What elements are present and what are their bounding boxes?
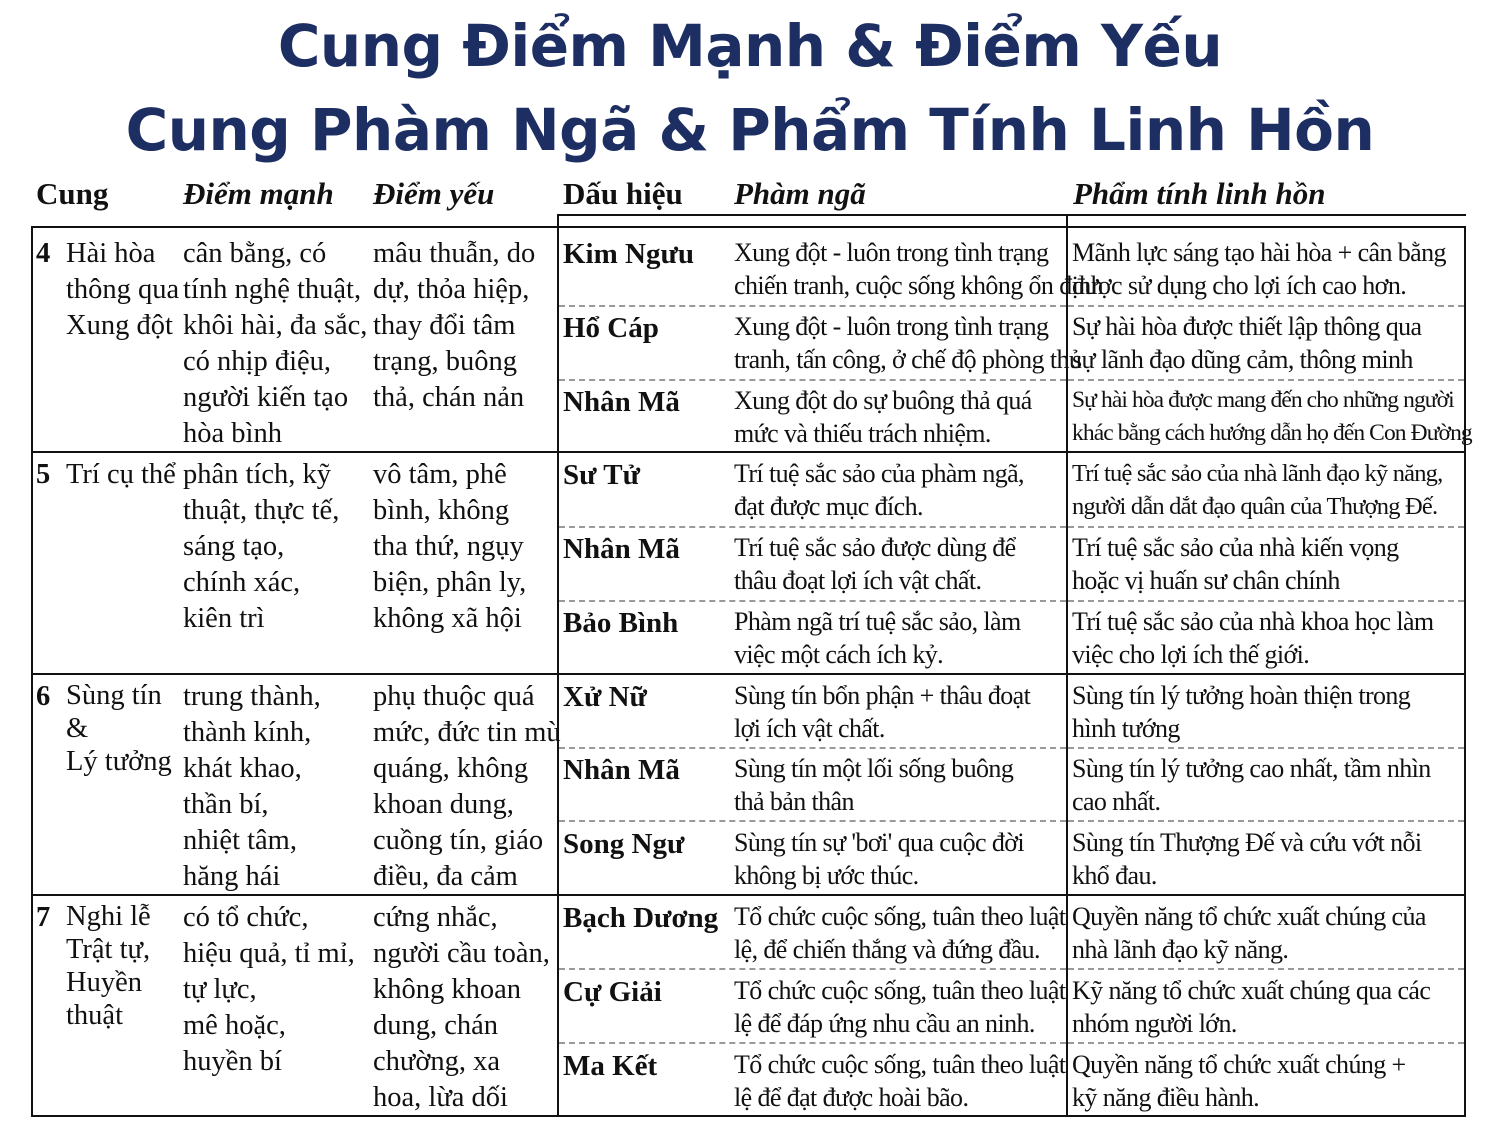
sub-row-divider [1068, 600, 1464, 602]
sign-name: Xử Nữ [563, 681, 647, 713]
header-dau-hieu: Dấu hiệu [563, 176, 683, 211]
sign-name: Kim Ngưu [563, 238, 694, 270]
sub-row-divider [1068, 820, 1464, 822]
personality-text: Xung đột - luôn trong tình trạng chiến tranh, cuộc sống không ổn định [734, 238, 1104, 300]
sign-name: Cự Giải [563, 976, 662, 1008]
ray-name: Nghi lễ Trật tự, Huyền thuật [66, 901, 151, 1031]
personality-text: Sùng tín sự 'bơi' qua cuộc đời không bị ước thúc. [734, 828, 1025, 890]
soul-text: Sự hài hòa được mang đến cho những người khác bằng cách hướng dẫn họ đến Con Đường [1072, 387, 1472, 446]
ray-name: Hài hòa thông qua Xung đột [66, 238, 180, 341]
sign-name: Sư Tử [563, 459, 641, 491]
personality-text: Trí tuệ sắc sảo của phàm ngã, đạt được mục đích. [734, 459, 1024, 521]
personality-text: Xung đột - luôn trong tình trạng tranh, tấn công, ở chế độ phòng thủ [734, 312, 1082, 374]
sign-name: Nhân Mã [563, 533, 680, 565]
soul-text: Trí tuệ sắc sảo của nhà lãnh đạo kỹ năng, người dẫn dắt đạo quân của Thượng Đế. [1072, 460, 1443, 520]
sub-row-divider [559, 747, 1066, 749]
sub-row-divider [1068, 1042, 1464, 1044]
ray-number: 7 [36, 902, 51, 933]
ray-number: 6 [36, 681, 51, 712]
soul-text: Mãnh lực sáng tạo hài hòa + cân bằng được sử dụng cho lợi ích cao hơn. [1072, 238, 1446, 300]
sign-name: Hổ Cáp [563, 312, 659, 344]
personality-text: Trí tuệ sắc sảo được dùng để thâu đoạt lợi ích vật chất. [734, 533, 1016, 595]
sub-row-divider [559, 1042, 1066, 1044]
row-divider [31, 673, 1466, 675]
sub-row-divider [559, 820, 1066, 822]
header-diem-yeu: Điểm yếu [373, 176, 495, 211]
sign-name: Bảo Bình [563, 607, 679, 639]
sub-row-divider [559, 600, 1066, 602]
sub-row-divider [1068, 379, 1464, 381]
ray-strengths: cân bằng, có tính nghệ thuật, khôi hài, đa sắc, có nhịp điệu, người kiến tạo hòa bình [183, 238, 368, 449]
ray-weaknesses: cứng nhắc, người cầu toàn, không khoan dung, chán chường, xa hoa, lừa dối [373, 902, 550, 1113]
soul-text: Quyền năng tổ chức xuất chúng của nhà lãnh đạo kỹ năng. [1072, 902, 1426, 964]
personality-text: Tổ chức cuộc sống, tuân theo luật lệ để đạt được hoài bão. [734, 1050, 1066, 1112]
sign-name: Ma Kết [563, 1050, 658, 1082]
personality-text: Sùng tín bổn phận + thâu đoạt lợi ích vật chất. [734, 681, 1031, 743]
sign-name: Bạch Dương [563, 902, 719, 934]
soul-text: Kỹ năng tổ chức xuất chúng qua các nhóm người lớn. [1072, 976, 1431, 1038]
soul-text: Sùng tín lý tưởng hoàn thiện trong hình tướng [1072, 681, 1411, 743]
personality-text: Tổ chức cuộc sống, tuân theo luật lệ, để chiến thắng và đứng đầu. [734, 902, 1066, 964]
ray-number: 4 [36, 238, 51, 269]
soul-text: Quyền năng tổ chức xuất chúng + kỹ năng điều hành. [1072, 1050, 1406, 1112]
sign-name: Song Ngư [563, 828, 685, 860]
personality-text: Xung đột do sự buông thả quá mức và thiếu trách nhiệm. [734, 386, 1032, 448]
ray-strengths: trung thành, thành kính, khát khao, thần bí, nhiệt tâm, hăng hái [183, 681, 321, 892]
sub-row-divider [1068, 968, 1464, 970]
col-divider-signs [557, 214, 559, 1117]
title-line-2: Cung Phàm Ngã & Phẩm Tính Linh Hồn [125, 96, 1375, 164]
soul-text: Sự hài hòa được thiết lập thông qua sự lãnh đạo dũng cảm, thông minh [1072, 312, 1422, 374]
header-diem-manh: Điểm mạnh [183, 176, 334, 211]
header-rule-right [557, 214, 1466, 216]
soul-text: Sùng tín lý tưởng cao nhất, tầm nhìn cao nhất. [1072, 754, 1431, 816]
title-line-1: Cung Điểm Mạnh & Điểm Yếu [277, 12, 1223, 80]
sub-row-divider [1068, 305, 1464, 307]
ray-name: Trí cụ thể [66, 459, 176, 490]
sub-row-divider [559, 968, 1066, 970]
ray-weaknesses: vô tâm, phê bình, không tha thứ, ngụy biện, phân ly, không xã hội [373, 459, 527, 634]
sign-name: Nhân Mã [563, 386, 680, 418]
sub-row-divider [559, 305, 1066, 307]
soul-text: Sùng tín Thượng Đế và cứu vớt nỗi khổ đau. [1072, 828, 1422, 890]
sub-row-divider [559, 379, 1066, 381]
ray-weaknesses: phụ thuộc quá mức, đức tin mù quáng, không khoan dung, cuồng tín, giáo điều, đa cảm [373, 681, 561, 892]
ray-strengths: có tổ chức, hiệu quả, tỉ mỉ, tự lực, mê hoặc, huyền bí [183, 902, 355, 1077]
header-pham-tinh: Phẩm tính linh hồn [1073, 176, 1326, 211]
sub-row-divider [1068, 526, 1464, 528]
ray-weaknesses: mâu thuẫn, do dự, thỏa hiệp, thay đổi tâm trạng, buông thả, chán nản [373, 238, 536, 413]
soul-text: Trí tuệ sắc sảo của nhà khoa học làm việc cho lợi ích thế giới. [1072, 607, 1434, 669]
sub-row-divider [559, 526, 1066, 528]
header-pham-nga: Phàm ngã [734, 176, 866, 211]
soul-text: Trí tuệ sắc sảo của nhà kiến vọng hoặc vị huấn sư chân chính [1072, 533, 1399, 595]
sign-name: Nhân Mã [563, 754, 680, 786]
ray-name: Sùng tín & Lý tưởng [66, 680, 172, 777]
header-cung: Cung [36, 176, 109, 211]
ray-number: 5 [36, 459, 51, 490]
personality-text: Tổ chức cuộc sống, tuân theo luật lệ để đáp ứng nhu cầu an ninh. [734, 976, 1066, 1038]
personality-text: Sùng tín một lối sống buông thả bản thân [734, 754, 1014, 816]
sub-row-divider [1068, 747, 1464, 749]
personality-text: Phàm ngã trí tuệ sắc sảo, làm việc một cách ích kỷ. [734, 607, 1021, 669]
ray-strengths: phân tích, kỹ thuật, thực tế, sáng tạo, chính xác, kiên trì [183, 459, 340, 634]
